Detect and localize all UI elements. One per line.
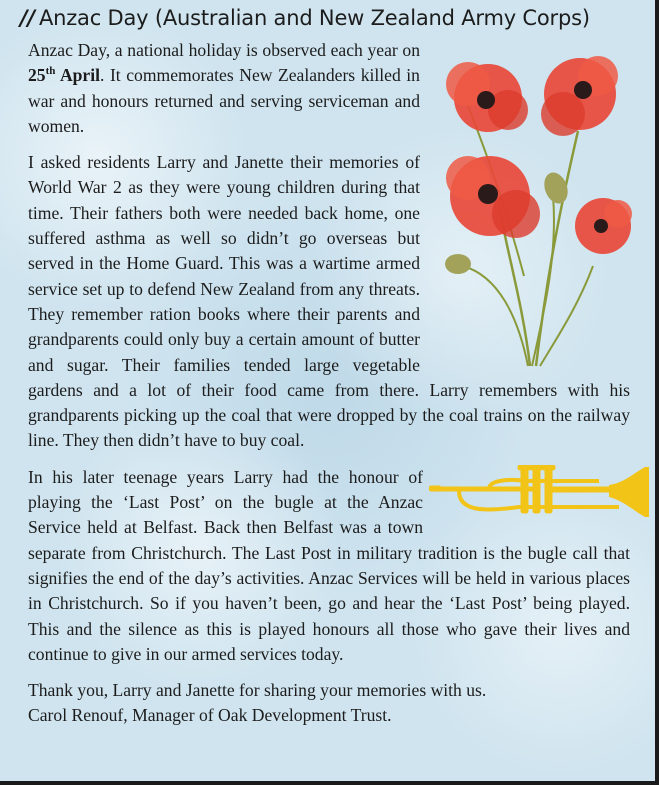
title-mark: // xyxy=(20,6,35,30)
paragraph-2: I asked residents Larry and Janette their memories of World War 2 as they were young children during that time. Their fathers both were needed back home, one suffered asthma as well so didn’t go overseas but served in the Home Guard. This was a wartime armed service set up to defend New Zealand from any threats. They remember ration books where their parents and grandparents could only buy a certain amount of butter and sugar. Their families tended large vegetable gardens and a lot of their food came from there. Larry remembers with his grandparents picking up the coal that were dropped by the coal trains on the railway line. They then didn’t have to buy coal. xyxy=(28,152,630,451)
article-title xyxy=(20,6,590,30)
p1-before-date: Anzac Day, a national holiday is observed each year on xyxy=(28,40,420,60)
closing-signature: Carol Renouf, Manager of Oak Development Trust. xyxy=(28,705,392,726)
article-body xyxy=(28,38,630,729)
poppies-illustration xyxy=(428,36,656,371)
p1-date xyxy=(28,65,100,85)
p1-date-month: April xyxy=(59,65,101,86)
bugle-illustration xyxy=(429,465,654,525)
p1-date-suffix: th xyxy=(45,65,56,78)
p1-date-day: 25 xyxy=(28,65,46,86)
poppies-icon xyxy=(428,36,656,371)
paragraph-3: In his later teenage years Larry had the honour of playing the ‘Last Post’ on the bugle at the Anzac Service held at Belfast. Back then Belfast was a town separate from Christchurch. The Last Post in military tradition is the bugle call that signifies the end of the day’s activities. Anzac Services will be held in various places in Christchurch. So if you haven’t been, go and hear the ‘Last Post’ being played. This and the silence as this is played honours all those who gave their lives and continue to give in our armed services today. xyxy=(28,466,630,664)
closing-thanks: Thank you, Larry and Janette for sharing your memories with us. xyxy=(28,680,487,701)
p1-after-date: . It commemorates New Zealanders killed in war and honours returned and serving serviceman and women. xyxy=(28,65,420,136)
bugle-icon xyxy=(429,465,654,525)
title-text: Anzac Day (Australian and New Zealand Army Corps) xyxy=(38,6,590,30)
